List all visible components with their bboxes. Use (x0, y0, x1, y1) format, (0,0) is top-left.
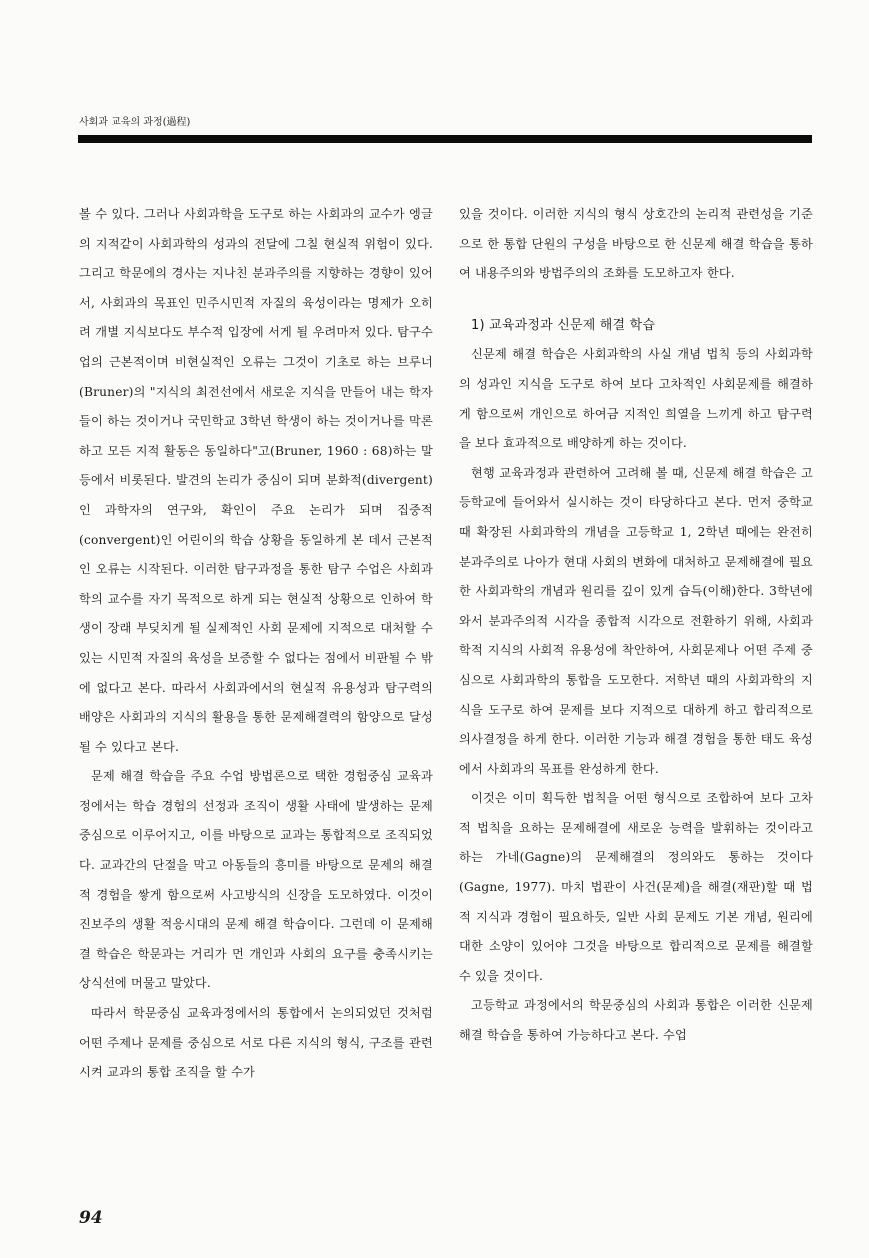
section-heading: 1) 교육과정과 신문제 해결 학습 (471, 317, 656, 333)
page-number: 94 (79, 1208, 103, 1228)
body-paragraph: 이것은 이미 획득한 법칙을 어떤 형식으로 조합하여 보다 고차적 법칙을 요하는 문제해결에 새로운 능력을 발휘하는 것이라고 하는 가네(Gagne)의 문제해결의 정의와도 통하는 것이다(Gagne, 1977). 마치 법관이 사건(문제)을 해결(재판)할 때 법적 지식과 경험이 필요하듯, 일반 사회 문제도 기본 개념, 원리에 대한 소양이 있어야 그것을 바탕으로 합리적으로 문제를 해결할 수 있을 것이다. (459, 791, 813, 983)
body-paragraph: 문제 해결 학습을 주요 수업 방법론으로 택한 경험중심 교육과정에서는 학습 경험의 선정과 조직이 생활 사태에 발생하는 문제 중심으로 이루어지고, 이를 바탕으로 교과는 통합적으로 조직되었다. 교과간의 단절을 막고 아동들의 흥미를 바탕으로 문제의 해결적 경험을 쌓게 함으로써 사고방식의 신장을 도모하였다. 이것이 진보주의 생활 적응시대의 문제 해결 학습이다. 그런데 이 문제해결 학습은 학문과는 거리가 먼 개인과 사회의 요구를 충족시키는 상식선에 머물고 말았다. (79, 769, 433, 991)
body-paragraph: 현행 교육과정과 관련하여 고려해 볼 때, 신문제 해결 학습은 고등학교에 들어와서 실시하는 것이 타당하다고 본다. 먼저 중학교 때 확장된 사회과학의 개념을 고등학교 1, 2학년 때에는 완전히 분과주의로 나아가 현대 사회의 변화에 대처하고 문제해결에 필요한 사회과학의 개념과 원리를 깊이 있게 습득(이해)한다. 3학년에 와서 분과주의적 시각을 종합적 시각으로 전환하기 위해, 사회과학적 지식의 사회적 유용성에 착안하여, 사회문제나 어떤 주제 중심으로 사회과학의 통합을 도모한다. 저학년 때의 사회과학의 지식을 도구로 하여 문제를 보다 지적으로 대하게 하고 합리적으로 의사결정을 하게 한다. 이러한 기능과 해결 경험을 통한 태도 육성에서 사회과의 목표를 완성하게 한다. (459, 465, 813, 776)
body-paragraph: 있을 것이다. 이러한 지식의 형식 상호간의 논리적 관련성을 기준으로 한 통합 단원의 구성을 바탕으로 한 신문제 해결 학습을 통하여 내용주의와 방법주의의 조화를 도모하고자 한다. (459, 207, 813, 281)
left-column (79, 200, 433, 1088)
running-header: 사회과 교육의 과정(過程) (79, 117, 191, 128)
header-rule (78, 135, 812, 143)
right-column (459, 200, 813, 1051)
body-paragraph: 신문제 해결 학습은 사회과학의 사실 개념 법칙 등의 사회과학의 성과인 지식을 도구로 하여 보다 고차적인 사회문제를 해결하게 함으로써 개인으로 하여금 지적인 희열을 느끼게 하고 탐구력을 보다 효과적으로 배양하게 하는 것이다. (459, 347, 813, 451)
body-paragraph: 따라서 학문중심 교육과정에서의 통합에서 논의되었던 것처럼 어떤 주제나 문제를 중심으로 서로 다른 지식의 형식, 구조를 관련시켜 교과의 통합 조직을 할 수가 (79, 1006, 433, 1080)
body-paragraph: 볼 수 있다. 그러나 사회과학을 도구로 하는 사회과의 교수가 엥글의 지적같이 사회과학의 성과의 전달에 그칠 현실적 위험이 있다. 그리고 학문에의 경사는 지나친 분과주의를 지향하는 경향이 있어서, 사회과의 목표인 민주시민적 자질의 육성이라는 명제가 오히려 개별 지식보다도 부수적 입장에 서게 될 우려마저 있다. 탐구수업의 근본적이며 비현실적인 오류는 그것이 기초로 하는 브루너(Bruner)의 "지식의 최전선에서 새로운 지식을 만들어 내는 학자들이 하는 것이거나 국민학교 3학년 학생이 하는 것이거나를 막론하고 모든 지적 활동은 동일하다"고(Bruner, 1960 : 68)하는 말 등에서 비롯된다. 발견의 논리가 중심이 되며 분화적(divergent)인 과학자의 연구와, 확인이 주요 논리가 되며 집중적(convergent)인 어린이의 학습 상황을 동일하게 본 데서 근본적인 오류는 시작된다. 이러한 탐구과정을 통한 탐구 수업은 사회과학의 교수를 자기 목적으로 하게 되는 현실적 상황으로 인하여 학생이 장래 부딪치게 될 실제적인 사회 문제에 지적으로 대처할 수 있는 시민적 자질의 육성을 보증할 수 없다는 점에서 비판될 수 밖에 없다고 본다. 따라서 사회과에서의 현실적 유용성과 탐구력의 배양은 사회과의 지식의 활용을 통한 문제해결력의 함양으로 달성될 수 있다고 본다. (79, 207, 433, 754)
body-paragraph: 고등학교 과정에서의 학문중심의 사회과 통합은 이러한 신문제 해결 학습을 통하여 가능하다고 본다. 수업 (459, 998, 813, 1043)
